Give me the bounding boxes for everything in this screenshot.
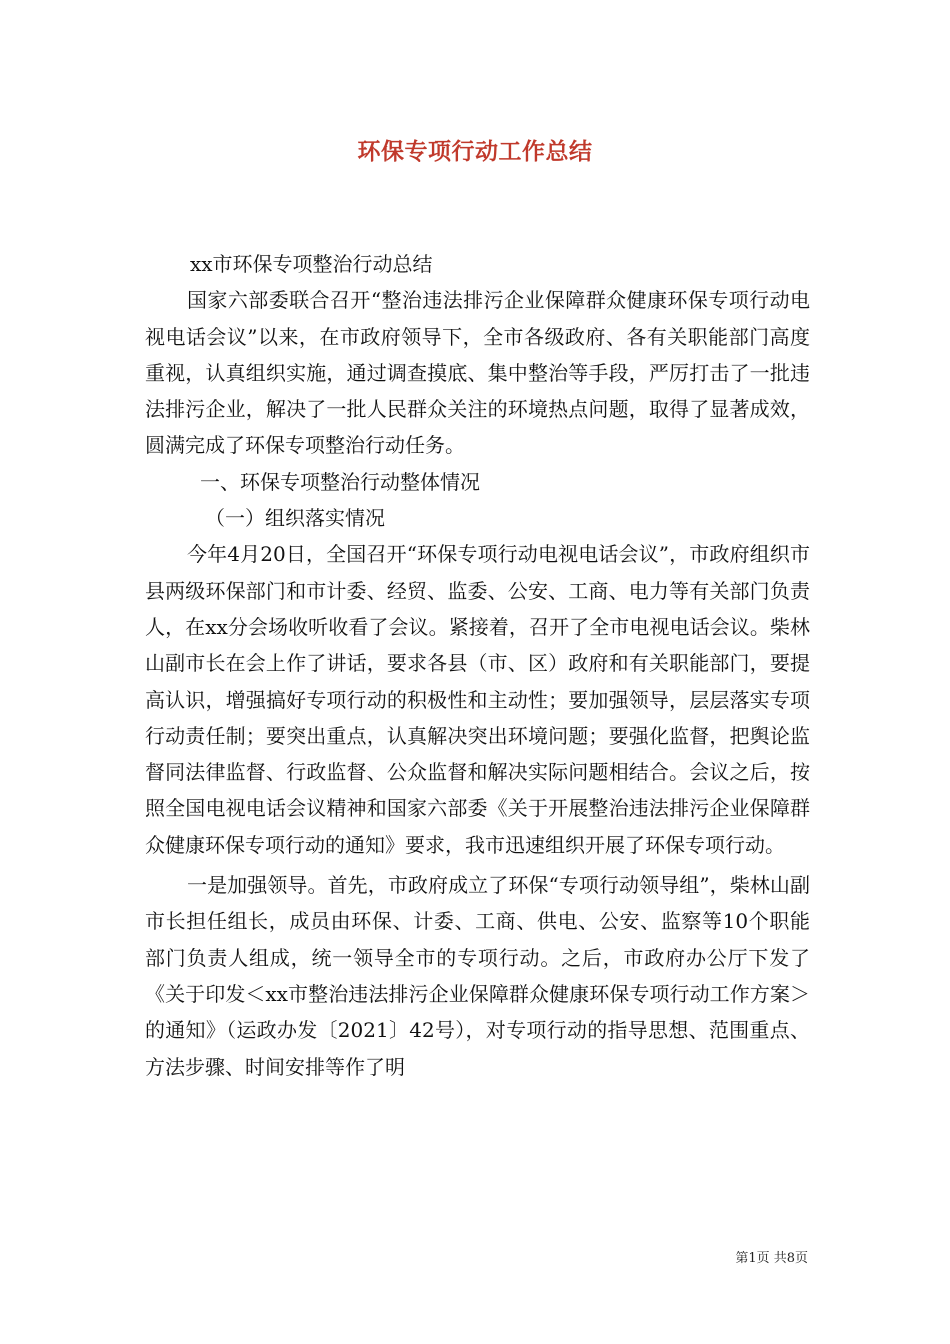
section-heading: 一、环保专项整治行动整体情况 xyxy=(200,469,480,494)
paragraph-meeting: 今年4月20日，全国召开“环保专项行动电视电话会议”，市政府组织市县两级环保部门和市计委、经贸、监委、公安、工商、电力等有关部门负责人，在xx分会场收听收看了会议。紧接着，召开了全市电视电话会议。柴林山副市长在会上作了讲话，要求各县（市、区）政府和有关职能部门，要提高认识，增强搞好专项行动的积极性和主动性；要加强领导，层层落实专项行动责任制；要突出重点，认真解决突出环境问题；要强化监督，把舆论监督同法律监督、行政监督、公众监督和解决实际问题相结合。会议之后，按照全国电视电话会议精神和国家六部委《关于开展整治违法排污企业保障群众健康环保专项行动的通知》要求，我市迅速组织开展了环保专项行动。 xyxy=(145,542,810,857)
subsection-heading: （一）组织落实情况 xyxy=(205,506,385,531)
paragraph-leadership: 一是加强领导。首先，市政府成立了环保“专项行动领导组”，柴林山副市长担任组长，成员由环保、计委、工商、供电、公安、监察等10个职能部门负责人组成，统一领导全市的专项行动。之后，市政府办公厅下发了《关于印发＜xx市整治违法排污企业保障群众健康环保专项行动工作方案＞的通知》（运政办发〔2021〕42号），对专项行动的指导思想、范围重点、方法步骤、时间安排等作了明 xyxy=(145,873,810,1079)
document-body xyxy=(145,246,810,1085)
document-subtitle: xx市环保专项整治行动总结 xyxy=(190,252,433,276)
page-number: 第1页 共8页 xyxy=(735,1251,808,1266)
document-title: 环保专项行动工作总结 xyxy=(357,138,593,165)
paragraph-intro: 国家六部委联合召开“整治违法排污企业保障群众健康环保专项行动电视电话会议”以来，在市政府领导下，全市各级政府、各有关职能部门高度重视，认真组织实施，通过调查摸底、集中整治等手段，严厉打击了一批违法排污企业，解决了一批人民群众关注的环境热点问题，取得了显著成效，圆满完成了环保专项整治行动任务。 xyxy=(145,288,810,458)
